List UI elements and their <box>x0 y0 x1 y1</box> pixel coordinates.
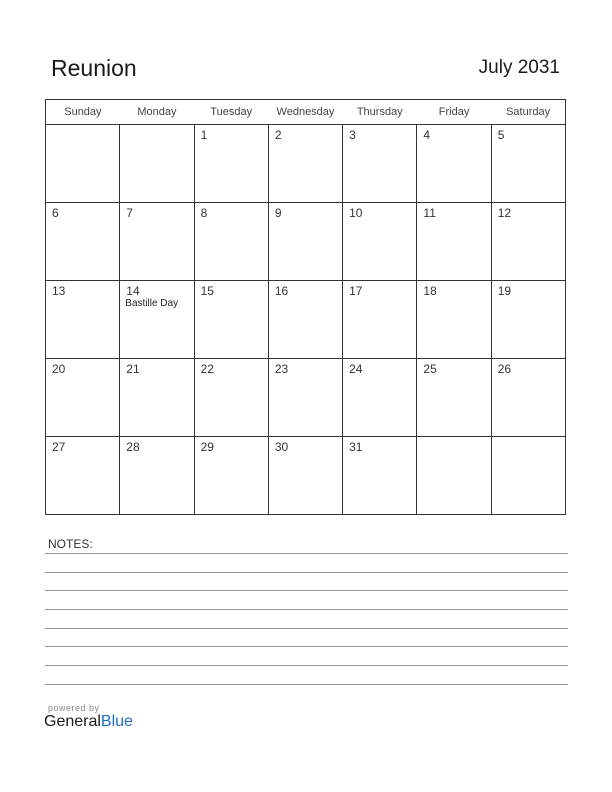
day-cell <box>194 203 268 281</box>
weekday-saturday: Saturday <box>491 100 565 125</box>
day-number: 14 <box>126 284 140 298</box>
weekday-header-row <box>46 100 566 125</box>
day-cell <box>120 359 194 437</box>
day-number: 19 <box>497 284 512 298</box>
day-cell <box>46 437 120 515</box>
holiday-label: Bastille Day <box>125 298 179 309</box>
calendar-title: Reunion <box>51 55 137 81</box>
day-cell <box>46 359 120 437</box>
day-number: 25 <box>423 362 437 376</box>
day-number: 23 <box>274 362 289 376</box>
day-number: 27 <box>52 440 66 454</box>
weekday-sunday: Sunday <box>46 100 120 125</box>
day-number: 10 <box>349 206 363 220</box>
day-number: 6 <box>52 206 59 220</box>
day-cell <box>268 359 342 437</box>
day-number: 24 <box>349 362 363 376</box>
day-number: 9 <box>274 206 282 220</box>
day-cell <box>268 281 342 359</box>
day-cell <box>268 437 342 515</box>
day-number: 1 <box>200 128 208 142</box>
notes-line <box>45 609 568 610</box>
day-number: 31 <box>349 440 363 454</box>
notes-line <box>45 684 568 685</box>
brand-name-blue: Blue <box>100 713 133 730</box>
weekday-thursday: Thursday <box>343 100 417 125</box>
week-row <box>46 359 566 437</box>
day-cell <box>268 203 342 281</box>
brand-name <box>44 713 133 731</box>
day-cell <box>194 359 268 437</box>
weekday-monday: Monday <box>120 100 194 125</box>
day-cell <box>46 203 120 281</box>
day-cell <box>417 359 491 437</box>
day-number: 17 <box>349 284 363 298</box>
week-row <box>46 125 566 203</box>
week-row <box>46 437 566 515</box>
notes-line <box>45 572 568 573</box>
day-cell <box>343 125 417 203</box>
day-number: 22 <box>200 362 214 376</box>
day-cell <box>417 203 491 281</box>
calendar-month: July 2031 <box>478 57 560 78</box>
day-number: 15 <box>200 284 214 298</box>
day-number: 28 <box>126 440 140 454</box>
weekday-friday: Friday <box>417 100 491 125</box>
day-number: 26 <box>497 362 512 376</box>
day-number: 7 <box>126 206 133 220</box>
day-cell <box>343 359 417 437</box>
notes-line <box>45 628 568 629</box>
day-number: 16 <box>274 284 289 298</box>
day-number: 30 <box>274 440 289 454</box>
day-cell <box>343 203 417 281</box>
day-number: 21 <box>126 362 140 376</box>
day-cell <box>343 437 417 515</box>
generalblue-logo <box>44 703 133 731</box>
day-cell <box>120 281 194 359</box>
calendar-grid <box>45 99 566 515</box>
day-cell <box>46 281 120 359</box>
day-cell <box>417 437 491 515</box>
day-cell <box>120 437 194 515</box>
weekday-wednesday: Wednesday <box>268 100 342 125</box>
day-cell <box>491 125 565 203</box>
day-number: 29 <box>200 440 214 454</box>
week-row <box>46 281 566 359</box>
notes-line <box>45 646 568 647</box>
day-number: 20 <box>52 362 66 376</box>
day-cell <box>417 281 491 359</box>
day-cell <box>194 437 268 515</box>
day-number: 5 <box>497 128 505 142</box>
notes-line <box>45 590 568 591</box>
day-cell <box>417 125 491 203</box>
notes-line <box>45 553 568 554</box>
day-number: 12 <box>497 206 512 220</box>
day-number: 8 <box>200 206 208 220</box>
day-cell <box>120 125 194 203</box>
day-cell <box>268 125 342 203</box>
day-cell <box>194 125 268 203</box>
weekday-tuesday: Tuesday <box>194 100 268 125</box>
week-row <box>46 203 566 281</box>
day-cell <box>491 203 565 281</box>
day-number: 2 <box>274 128 282 142</box>
day-cell <box>491 359 565 437</box>
day-number: 4 <box>423 128 431 142</box>
day-number: 18 <box>423 284 437 298</box>
powered-by-text: powered by <box>48 703 100 713</box>
brand-name-general: General <box>44 713 101 730</box>
day-number: 3 <box>349 128 356 142</box>
day-cell <box>343 281 417 359</box>
day-cell <box>491 437 565 515</box>
day-cell <box>46 125 120 203</box>
day-number: 11 <box>423 206 436 220</box>
day-cell <box>491 281 565 359</box>
notes-label: NOTES: <box>48 537 93 551</box>
day-cell <box>194 281 268 359</box>
day-cell <box>120 203 194 281</box>
day-number: 13 <box>52 284 66 298</box>
notes-line <box>45 665 568 666</box>
